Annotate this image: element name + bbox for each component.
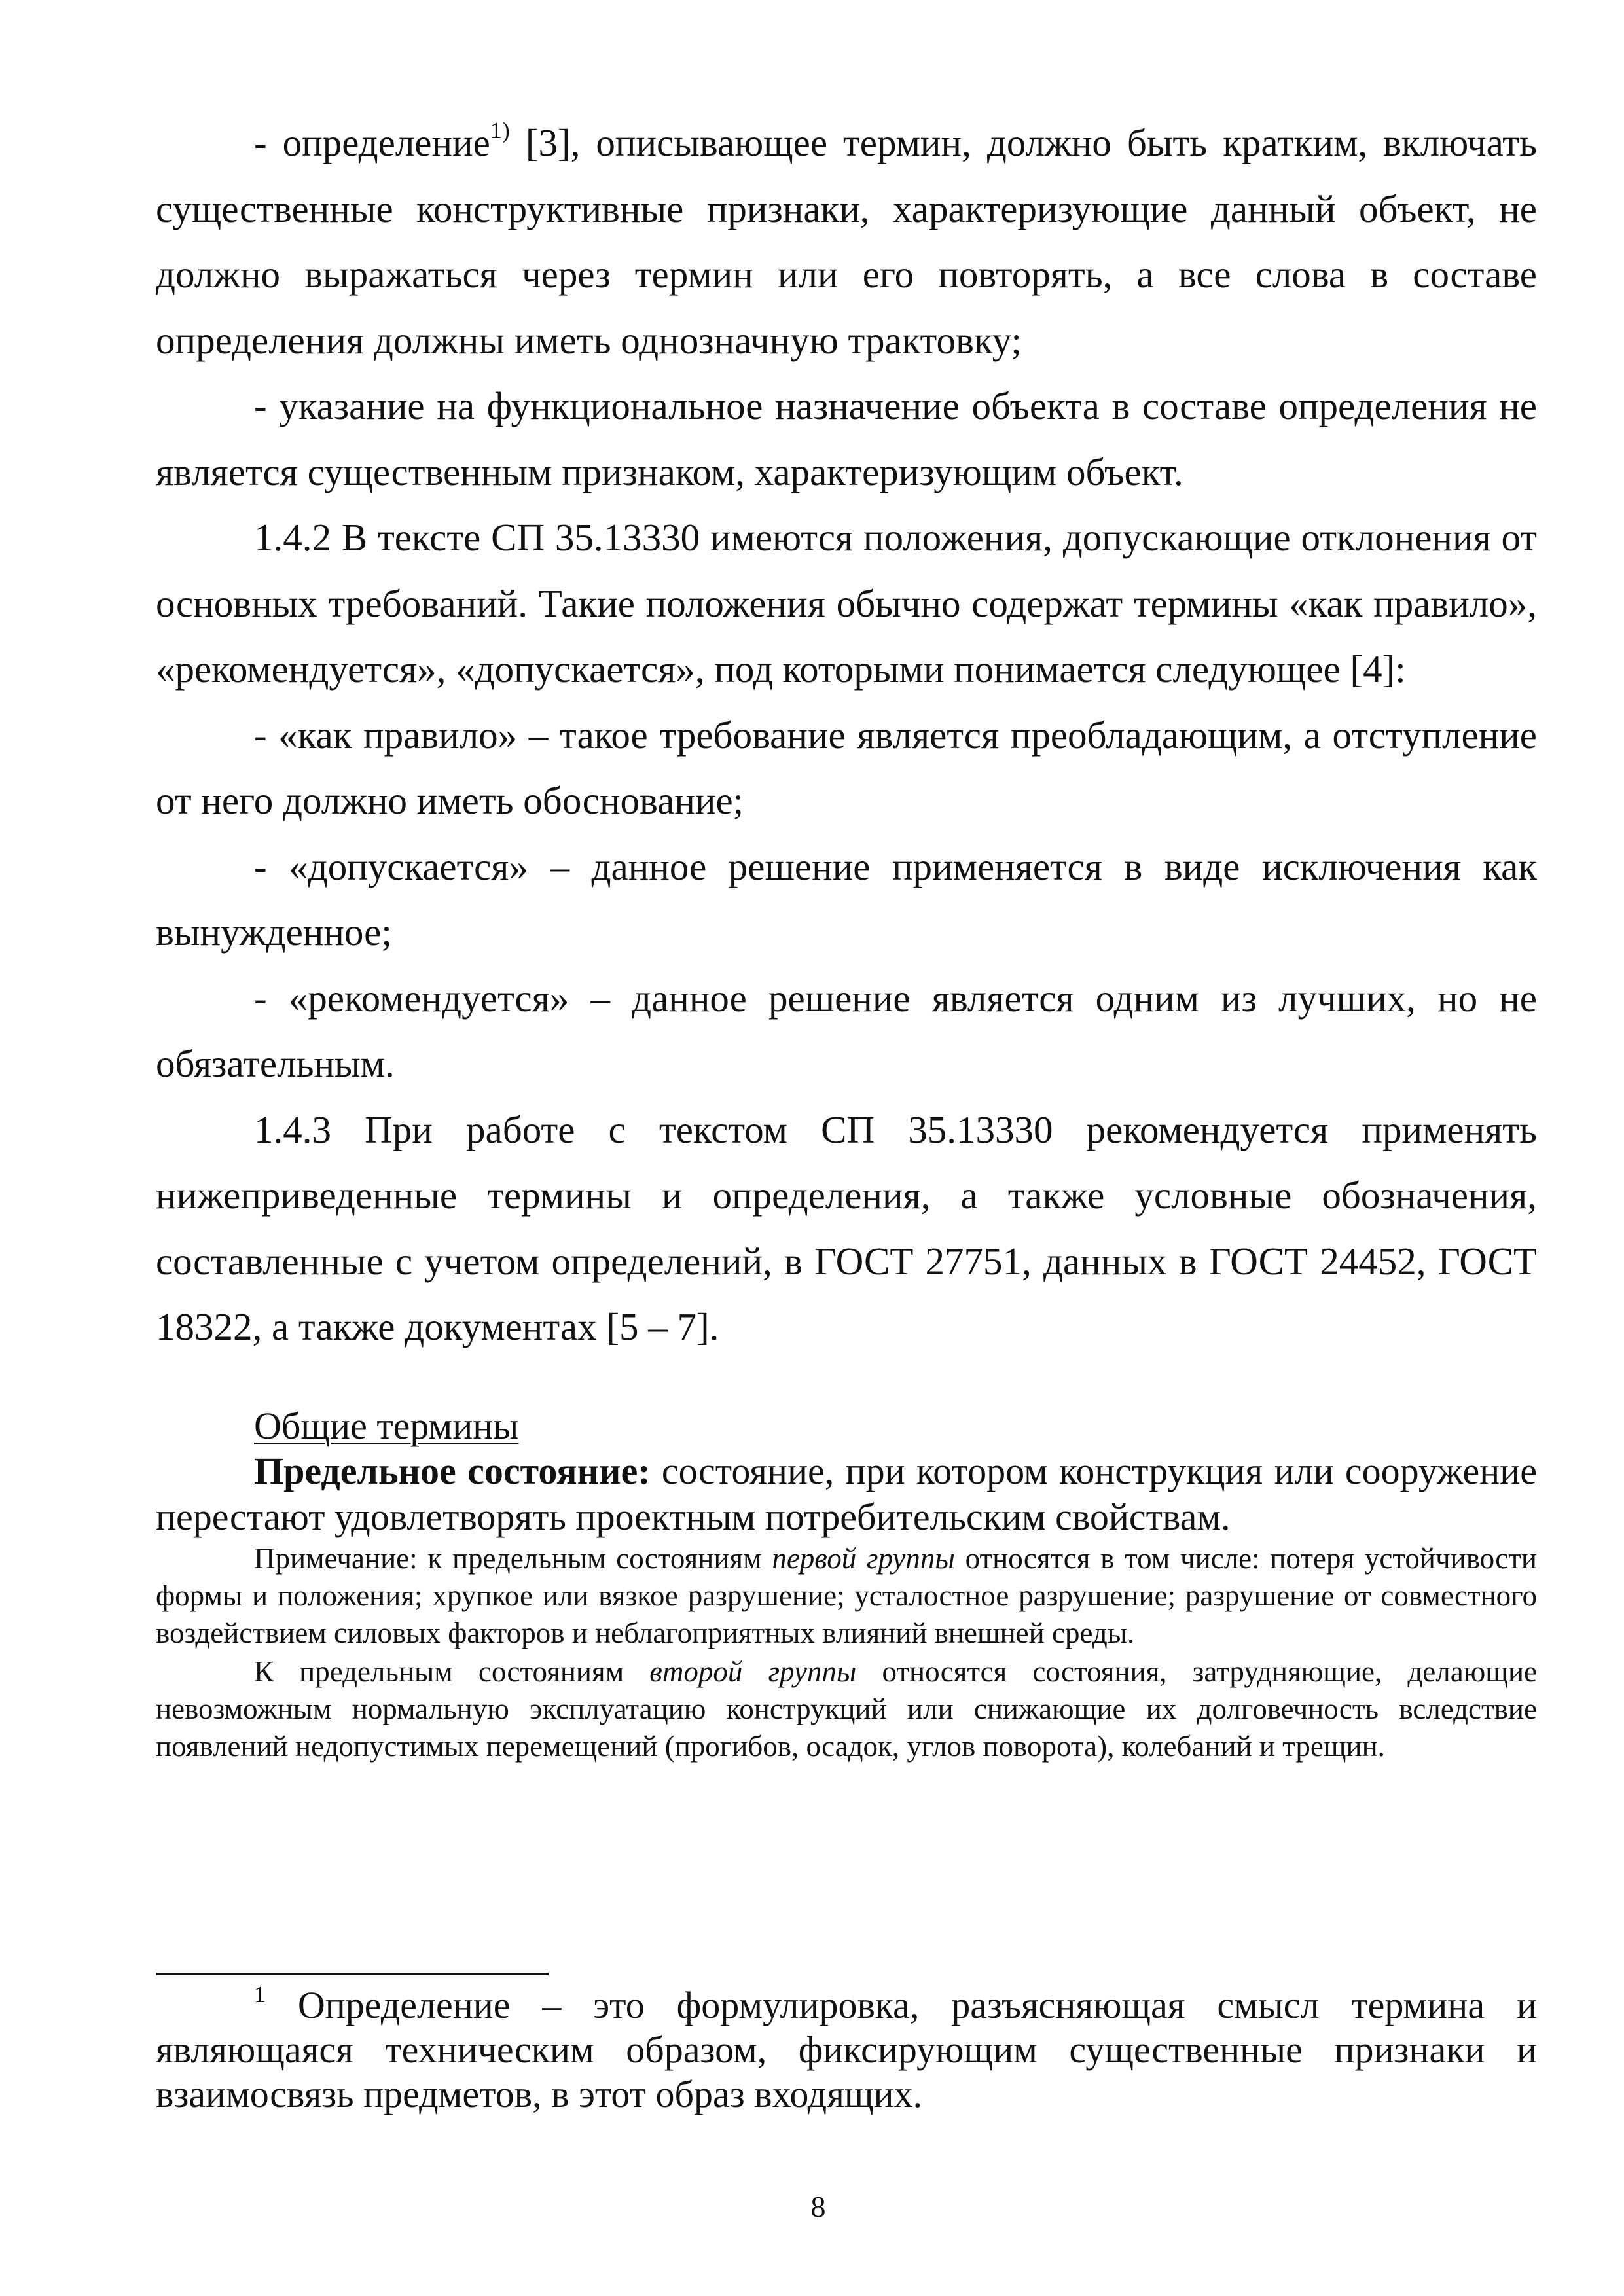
- paragraph-functional-purpose: - указание на функциональное назначение объекта в составе определения не является существенным признаком, характеризующим объект.: [156, 384, 1537, 493]
- main-text: [156, 110, 1537, 1360]
- note-emphasis: второй группы: [649, 1655, 857, 1688]
- footnote-reference: 1): [490, 117, 510, 144]
- paragraph-1-4-2: 1.4.2 В тексте СП 35.13330 имеются положения, допускающие отклонения от основных требований. Такие положения обычно содержат термины «как правило», «рекомендуется», «допускается», под которыми понимается следующее [4]:: [156, 516, 1537, 691]
- term-definition-text: состояние, при котором конструкция или сооружение перестают удовлетворять проектным потребительским свойствам.: [156, 1450, 1538, 1538]
- term-definition: [156, 1448, 1537, 1540]
- footnote-marker: 1: [254, 1981, 266, 2007]
- paragraph-text: [3], описывающее термин, должно быть кратким, включать существенные конструктивные признаки, характеризующие данный объект, не должно выражаться через термин или его повторять, а все слова в составе определения должны иметь однозначную трактовку;: [156, 121, 1537, 362]
- note-text: Примечание: к предельным состояниям: [254, 1542, 772, 1575]
- paragraph-allowed: - «допускается» – данное решение применяется в виде исключения как вынужденное;: [156, 844, 1537, 954]
- note-first-group: [156, 1540, 1537, 1652]
- note-text: относятся состояния, затрудняющие, делающие невозможным нормальную эксплуатацию конструкций или снижающие их долговечность вследствие появлений недопустимых перемещений (прогибов, осадок, углов поворота), колебаний и трещин.: [156, 1655, 1537, 1763]
- footnote-separator: [156, 1973, 549, 1975]
- footnote: [156, 1983, 1537, 2117]
- section-heading: Общие термины: [254, 1405, 519, 1447]
- term-name: Предельное состояние:: [254, 1450, 651, 1492]
- note-emphasis: первой группы: [772, 1542, 955, 1575]
- paragraph-definition-requirement: [156, 110, 1537, 373]
- page-number: 8: [810, 2190, 826, 2223]
- paragraph-recommended: - «рекомендуется» – данное решение является одним из лучших, но не обязательным.: [156, 976, 1537, 1085]
- note-text: К предельным состояниям: [254, 1655, 650, 1688]
- paragraph-text: - определение: [254, 121, 490, 164]
- footnote-text: Определение – это формулировка, разъясняющая смысл термина и являющаяся техническим образом, фиксирующим существенные признаки и взаимосвязь предметов, в этот образ входящих.: [156, 1984, 1537, 2115]
- note-second-group: [156, 1653, 1537, 1765]
- terms-section: [156, 1404, 1537, 1765]
- paragraph-as-a-rule: - «как правило» – такое требование является преобладающим, а отступление от него должно иметь обоснование;: [156, 713, 1537, 822]
- note-text: относятся в том числе: потеря устойчивости формы и положения; хрупкое или вязкое разрушение; усталостное разрушение; разрушение от совместного воздействием силовых факторов и неблагоприятных влияний внешней среды.: [156, 1542, 1538, 1649]
- paragraph-1-4-3: 1.4.3 При работе с текстом СП 35.13330 рекомендуется применять нижеприведенные термины и определения, а также условные обозначения, составленные с учетом определений, в ГОСТ 27751, данных в ГОСТ 24452, ГОСТ 18322, а также документах [5 – 7].: [156, 1107, 1537, 1348]
